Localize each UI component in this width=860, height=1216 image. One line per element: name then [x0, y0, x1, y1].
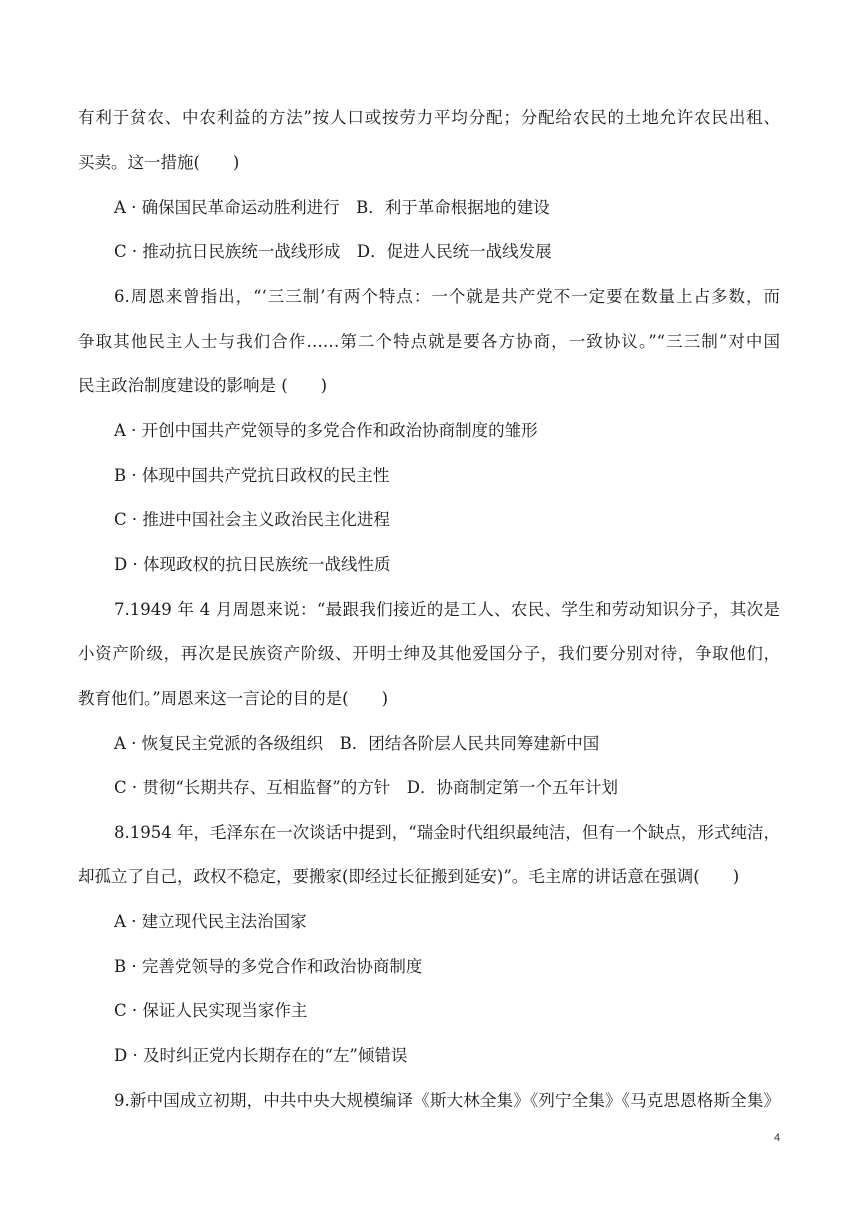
question-9-stem: 9.新中国成立初期，中共中央大规模编译《斯大林全集》《列宁全集》《马克思恩格斯全集》 [114, 1091, 780, 1110]
option-line: C · 推进中国社会主义政治民主化进程 [114, 510, 390, 529]
option-line: C · 推动抗日民族统一战线形成 D．促进人民统一战线发展 [114, 242, 552, 261]
text-line: 小资产阶级，再次是民族资产阶级、开明士绅及其他爱国分子，我们要分别对待，争取他们， [78, 644, 780, 663]
text-line: 买卖。这一措施( ) [78, 153, 240, 172]
text-line: 争取其他民主人士与我们合作……第二个特点就是要各方协商，一致协议。”“三三制”对中国 [78, 332, 780, 351]
text-line: 有利于贫农、中农利益的方法”按人口或按劳力平均分配；分配给农民的土地允许农民出租、 [78, 108, 780, 127]
question-6-stem: 6.周恩来曾指出，“‘三三制’有两个特点：一个就是共产党不一定要在数量上占多数，而 [114, 287, 780, 306]
text-line: 教育他们。”周恩来这一言论的目的是( ) [78, 689, 389, 708]
page-number: 4 [774, 1132, 781, 1144]
text-line: 民主政治制度建设的影响是 ( ) [78, 376, 328, 395]
option-line: A · 恢复民主党派的各级组织 B．团结各阶层人民共同筹建新中国 [114, 734, 600, 753]
option-line: D · 体现政权的抗日民族统一战线性质 [114, 555, 391, 574]
option-line: A · 建立现代民主法治国家 [114, 912, 307, 931]
option-line: A · 开创中国共产党领导的多党合作和政治协商制度的雏形 [114, 421, 538, 440]
question-8-stem: 8.1954 年，毛泽东在一次谈话中提到，“瑞金时代组织最纯洁，但有一个缺点，形式纯洁， [114, 823, 780, 842]
option-line: C · 贯彻“长期共存、互相监督”的方针 D．协商制定第一个五年计划 [114, 778, 618, 797]
option-line: A · 确保国民革命运动胜利进行 B．利于革命根据地的建设 [114, 198, 550, 217]
question-7-stem: 7.1949 年 4 月周恩来说：“最跟我们接近的是工人、农民、学生和劳动知识分子，其次是 [114, 600, 780, 619]
option-line: D · 及时纠正党内长期存在的“左”倾错误 [114, 1046, 408, 1065]
option-line: B · 体现中国共产党抗日政权的民主性 [114, 466, 390, 485]
text-line: 却孤立了自己，政权不稳定，要搬家(即经过长征搬到延安)”。毛主席的讲话意在强调( ) [78, 867, 740, 886]
option-line: B · 完善党领导的多党合作和政治协商制度 [114, 957, 423, 976]
option-line: C · 保证人民实现当家作主 [114, 1001, 308, 1020]
